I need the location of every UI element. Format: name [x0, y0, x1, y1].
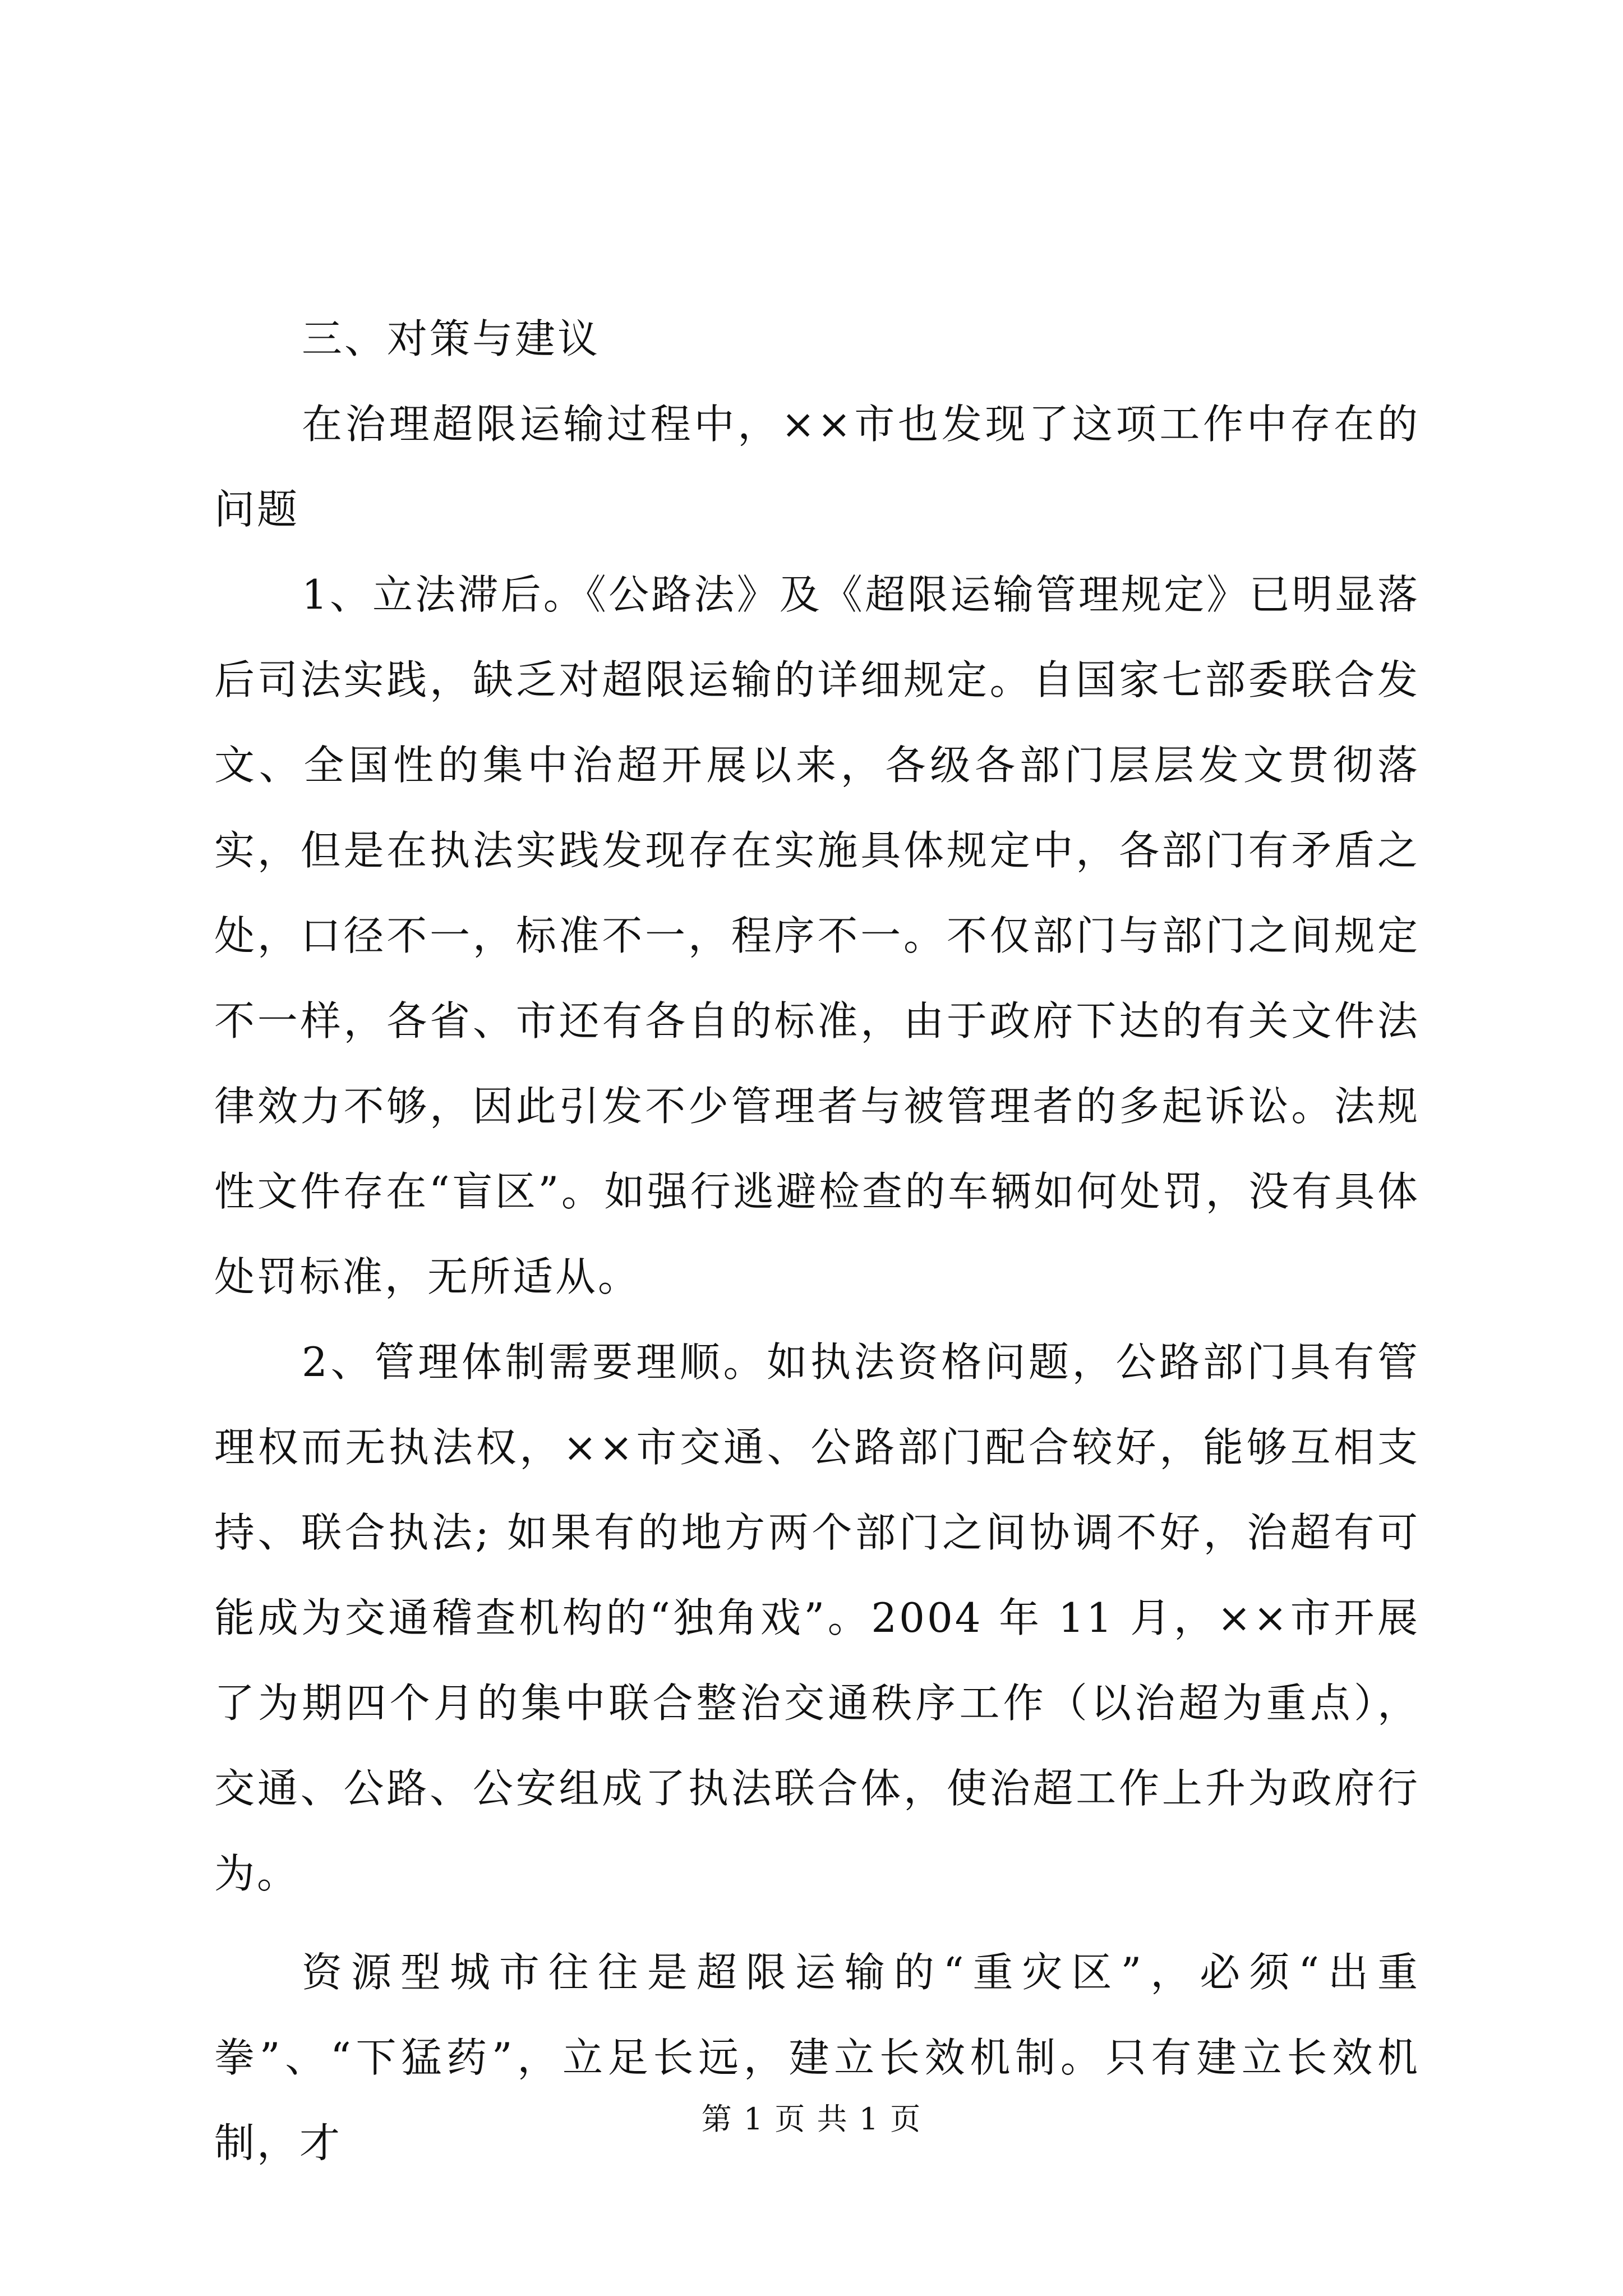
section-heading: 三、对策与建议: [302, 315, 601, 362]
paragraph-intro: 在治理超限运输过程中，××市也发现了这项工作中存在的问题: [214, 401, 1420, 533]
paragraph-item-1: 1、立法滞后。《公路法》及《超限运输管理规定》已明显落后司法实践，缺乏对超限运输的详细规定。自国家七部委联合发文、全国性的集中治超开展以来，各级各部门层层发文贯彻落实，但是在执法实践发现存在实施具体规定中，各部门有矛盾之处，口径不一，标准不一，程序不一。不仅部门与部门之间规定不一样，各省、市还有各自的标准，由于政府下达的有关文件法律效力不够，因此引发不少管理者与被管理者的多起诉讼。法规性文件存在“盲区”。如强行逃避检查的车辆如何处罚，没有具体处罚标准，无所适从。: [214, 571, 1420, 1300]
paragraph-resource-city: 资源型城市往往是超限运输的“重灾区”，必须“出重拳”、“下猛药”，立足长远，建立长效机制。只有建立长效机制，才: [214, 1949, 1420, 2166]
document-body: [214, 296, 1420, 2185]
paragraph-item-2: 2、管理体制需要理顺。如执法资格问题，公路部门具有管理权而无执法权，××市交通、公路部门配合较好，能够互相支持、联合执法; 如果有的地方两个部门之间协调不好，治超有可能成为交通稽查机构的“独角戏”。2004 年 11 月，××市开展了为期四个月的集中联合整治交通秩序工作（以治超为重点），交通、公路、公安组成了执法联合体，使治超工作上升为政府行为。: [214, 1338, 1420, 1897]
paragraph-spacer: [214, 1916, 1420, 1930]
page-footer: 第 1 页 共 1 页: [701, 2101, 922, 2137]
